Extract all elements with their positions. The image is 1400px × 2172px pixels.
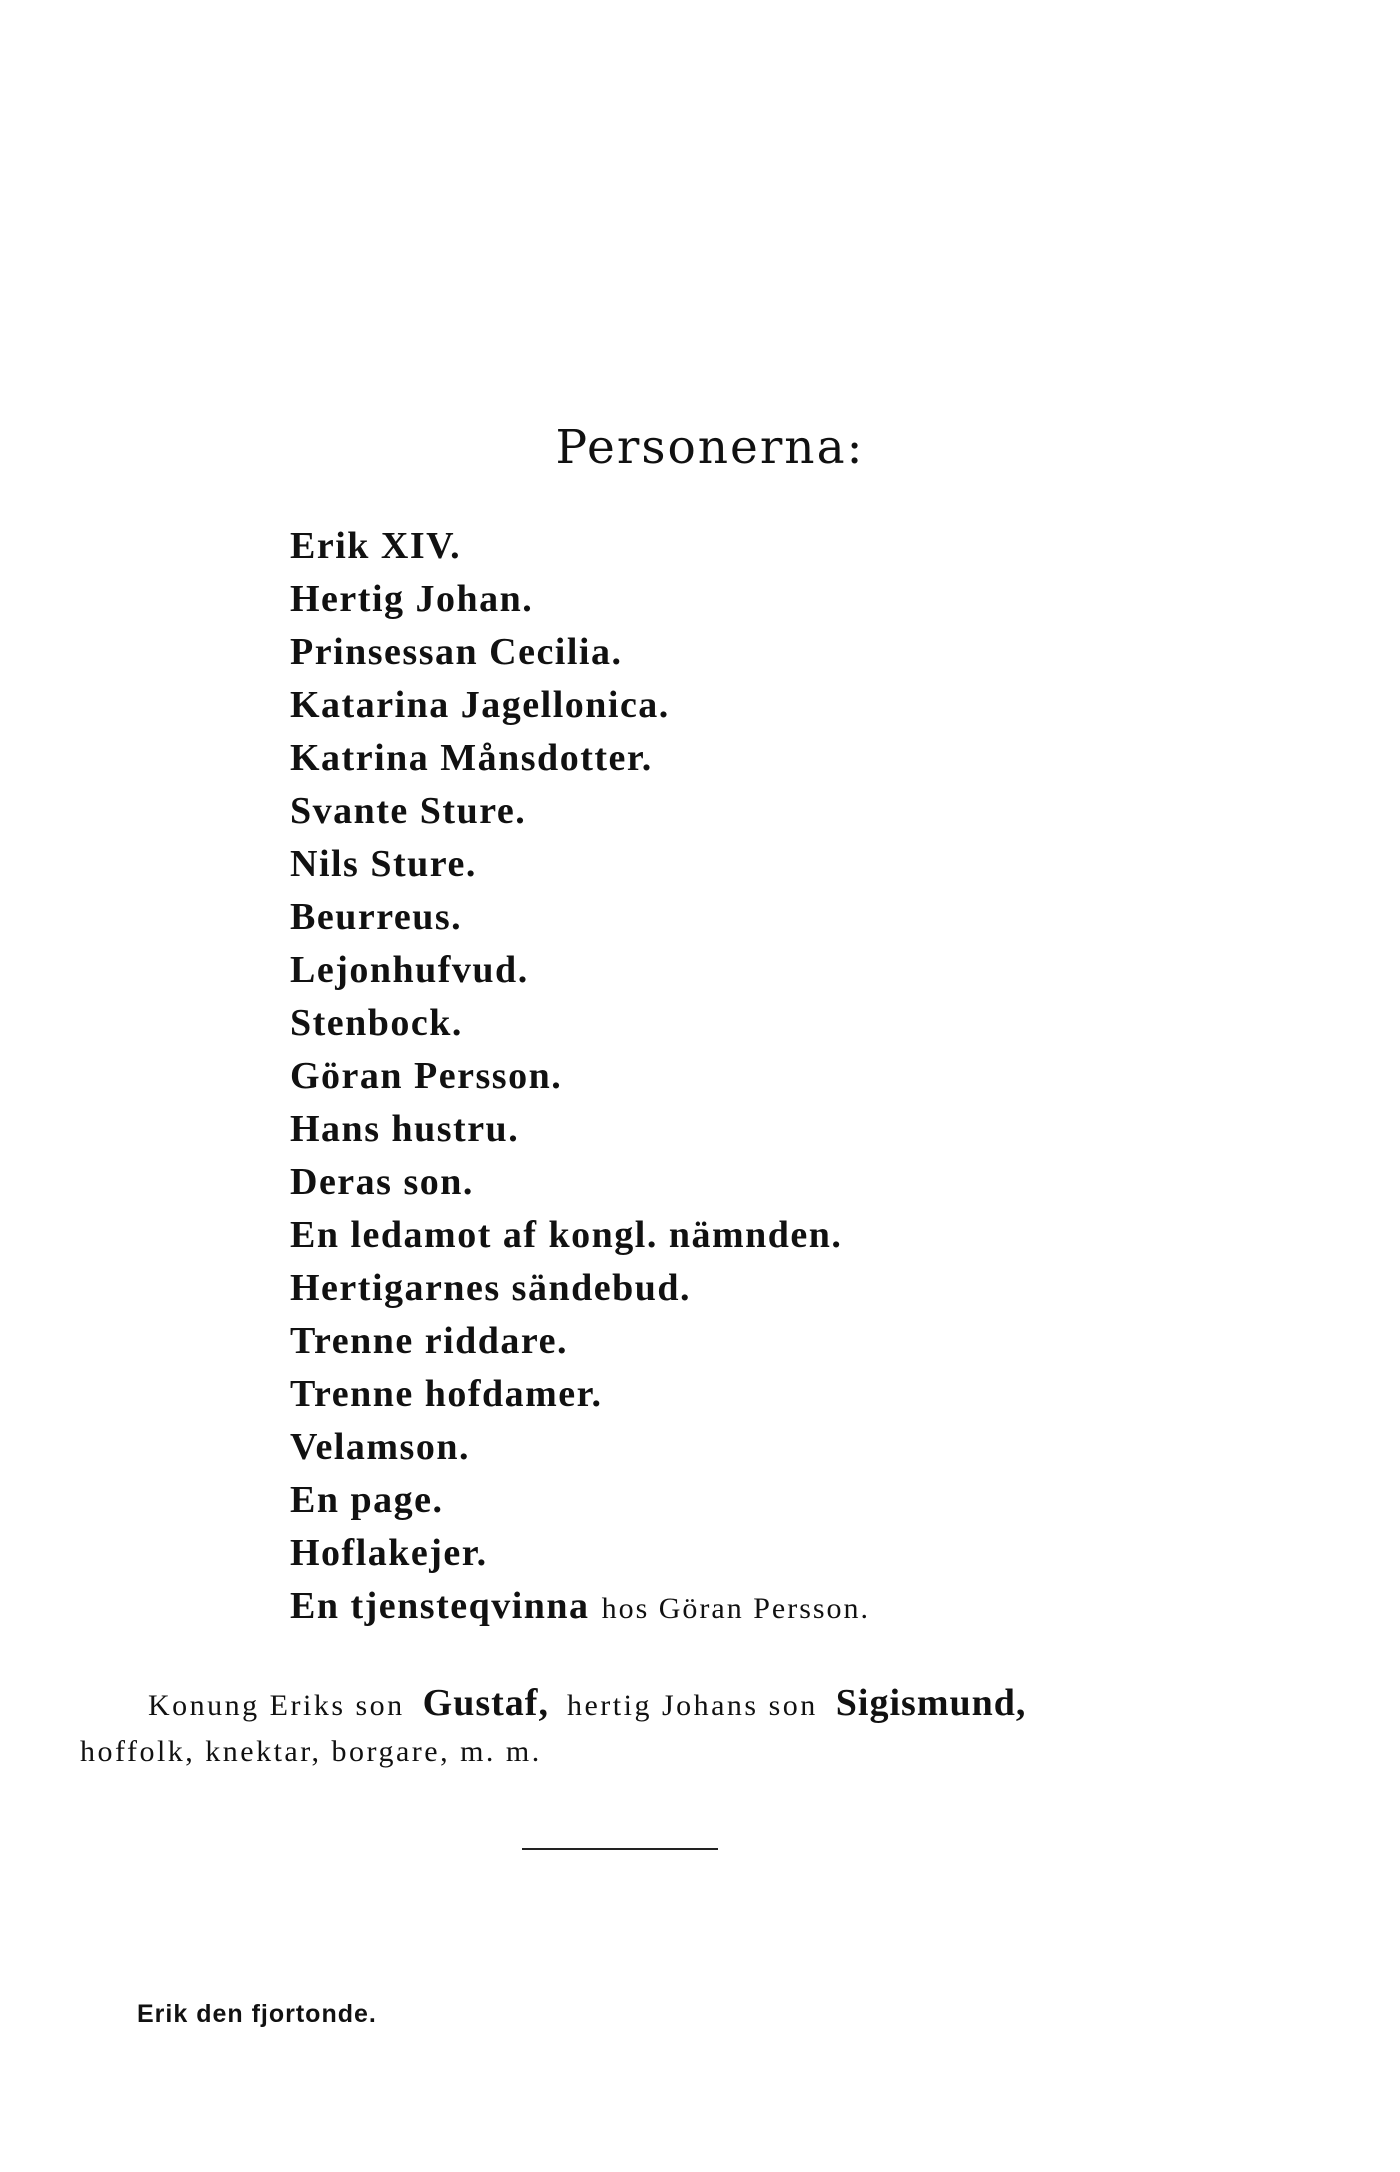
list-item: Erik XIV. [290,525,462,567]
extras-paragraph [80,1680,1150,1775]
page-title: Personerna: [555,420,865,475]
extras-name-gustaf: Gustaf, [422,1682,549,1724]
extras-line-2: hoffolk, knektar, borgare, m. m. [80,1735,542,1768]
extras-line-1 [80,1680,1150,1729]
list-item: Hertig Johan. [290,578,534,620]
list-item: Deras son. [290,1161,474,1203]
list-item: En page. [290,1479,444,1521]
list-item: Trenne hofdamer. [290,1373,603,1415]
list-item: Katrina Månsdotter. [290,737,653,779]
page-footer: Erik den fjortonde. [137,2000,377,2028]
list-item: Beurreus. [290,896,463,938]
extras-text-1: Konung Eriks son [148,1689,405,1722]
list-item: Prinsessan Cecilia. [290,631,623,673]
list-item: Trenne riddare. [290,1320,568,1362]
extras-name-sigismund: Sigismund, [835,1682,1027,1724]
list-item: Hans hustru. [290,1108,520,1150]
list-item: Svante Sture. [290,790,527,832]
list-item-last [290,1580,870,1633]
cast-list [290,520,870,1633]
list-item: Lejonhufvud. [290,949,529,991]
list-item: Nils Sture. [290,843,477,885]
list-item: Hoflakejer. [290,1532,488,1574]
cast-name: En tjensteqvinna [290,1585,590,1627]
list-item: En ledamot af kongl. nämnden. [290,1214,843,1256]
list-item: Katarina Jagellonica. [290,684,670,726]
list-item: Hertigarnes sändebud. [290,1267,691,1309]
cast-note: hos Göran Persson. [601,1592,871,1625]
list-item: Stenbock. [290,1002,463,1044]
list-item: Göran Persson. [290,1055,563,1097]
divider-rule [522,1848,718,1850]
list-item: Velamson. [290,1426,470,1468]
extras-text-2: hertig Johans son [566,1689,818,1722]
